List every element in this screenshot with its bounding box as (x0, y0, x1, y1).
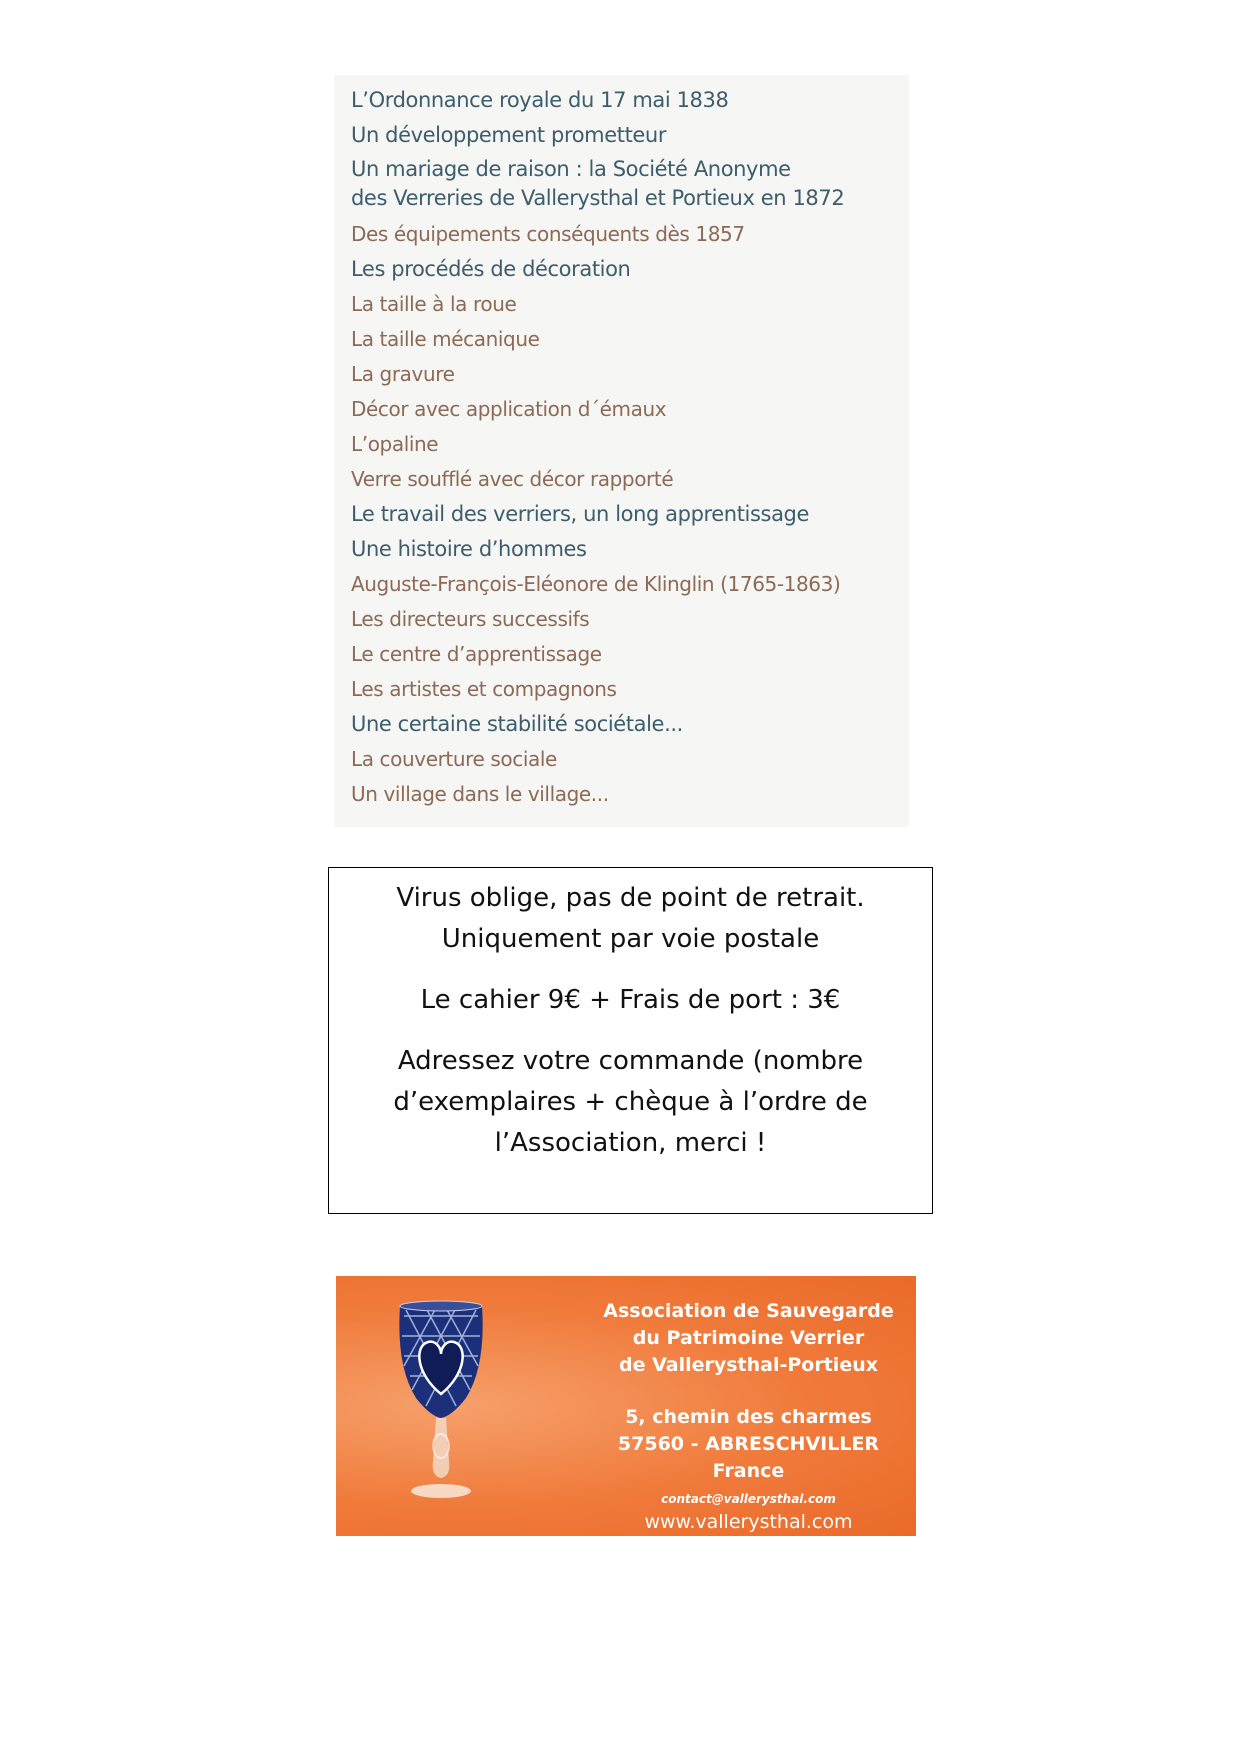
toc-item-line: Une certaine stabilité sociétale... (351, 712, 683, 736)
toc-item-line: Un développement prometteur (351, 123, 667, 147)
association-name: Association de Sauvegarde du Patrimoine Verrier de Vallerysthal-Portieux (603, 1300, 894, 1376)
toc-item (351, 324, 909, 359)
toc-item (351, 639, 909, 674)
toc-item (351, 709, 909, 744)
toc-item (351, 394, 909, 429)
toc-item-line: La gravure (351, 362, 455, 386)
toc-item-line: La taille à la roue (351, 292, 517, 316)
toc-item (351, 569, 909, 604)
goblet-icon (386, 1286, 496, 1526)
toc-item (351, 429, 909, 464)
toc-item-line: Les artistes et compagnons (351, 677, 617, 701)
order-line-retrait: Virus oblige, pas de point de retrait. (396, 883, 865, 913)
toc-item (351, 254, 909, 289)
toc-item (351, 359, 909, 394)
toc-item (351, 674, 909, 709)
toc-item-line: des Verreries de Vallerysthal et Portieux en 1872 (351, 186, 845, 210)
toc-item (351, 499, 909, 534)
toc-item-line: La couverture sociale (351, 747, 557, 771)
association-address: 5, chemin des charmes 57560 - ABRESCHVILLER France (617, 1406, 880, 1482)
toc-item-line: Le centre d’apprentissage (351, 642, 602, 666)
toc-item-line: Les procédés de décoration (351, 257, 631, 281)
toc-item (351, 604, 909, 639)
order-line-postale: Uniquement par voie postale (441, 924, 820, 954)
order-info-box (328, 867, 933, 1214)
association-card (336, 1276, 916, 1551)
toc-item-line: Verre soufflé avec décor rapporté (351, 467, 674, 491)
toc-item-line: Des équipements conséquents dès 1857 (351, 222, 745, 246)
toc-item (351, 219, 909, 254)
toc-item-line: Décor avec application d´émaux (351, 397, 667, 421)
association-email: contact@vallerysthal.com (661, 1492, 836, 1506)
toc-item-line: Un mariage de raison : la Société Anonyme (351, 157, 791, 181)
toc-item-line: Les directeurs successifs (351, 607, 590, 631)
toc-item (351, 534, 909, 569)
toc-item (351, 120, 909, 155)
toc-item-line: L’Ordonnance royale du 17 mai 1838 (351, 88, 729, 112)
toc-item (351, 779, 909, 814)
toc-item (351, 85, 909, 120)
toc-item (351, 464, 909, 499)
toc-item (351, 289, 909, 324)
order-price: Le cahier 9€ + Frais de port : 3€ (420, 985, 841, 1015)
toc-item (351, 155, 909, 219)
toc-item-line: Auguste-François-Eléonore de Klinglin (1765-1863) (351, 572, 841, 596)
toc-item-line: Un village dans le village... (351, 782, 609, 806)
toc-item (351, 744, 909, 779)
association-siren: Identifiant SIREN 841 007 651 - Code APE 91032 (586, 1537, 914, 1551)
toc-item-line: Le travail des verriers, un long apprentissage (351, 502, 809, 526)
toc-item-line: Une histoire d’hommes (351, 537, 587, 561)
order-instructions: Adressez votre commande (nombre d’exemplaires + chèque à l’ordre de l’Association, merci ! (393, 1046, 868, 1158)
association-website: www.vallerysthal.com (644, 1511, 853, 1533)
toc-item-line: La taille mécanique (351, 327, 540, 351)
toc-item-line: L’opaline (351, 432, 439, 456)
table-of-contents (334, 75, 909, 827)
